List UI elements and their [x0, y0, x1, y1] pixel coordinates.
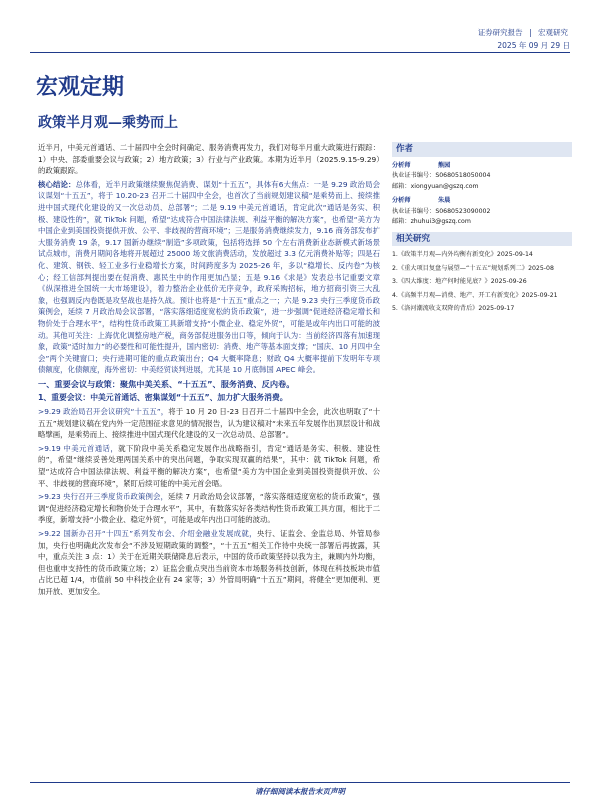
subsection-heading: 1、重要会议：中美元首通话、密集谋划“十五五”、加力扩大服务消费。: [38, 393, 288, 403]
item-title: >9.22 国新办召开“十四五”系列发布会、介绍金融业发展成就，: [38, 529, 257, 538]
author-card: [392, 196, 572, 228]
list-item: [38, 406, 380, 441]
item-text: 央行、证监会、金监总局、外管局参加，央行也明确此次发布会“不涉及短期政策的调整”，“十五五”相关工作待中央统一部署后再披露，其中，重点关注 3 点：1）关于在近期关联储降息后表示，中国的货币政策坚持以我为主，兼顾内外均衡，但也重申支持性的货币政策立场；2）证监会重点突出当前资本市场服务科技创新，体现在科技板块市值占比已超 1/4，市值前 50 中科技企业有 24 家等；3）外管局明确“十五五”期间，将健全“更加便利、更加开放、更加安全。: [38, 529, 380, 596]
related-reports: [392, 250, 572, 315]
related-report[interactable]: 5.《洛河潮流收支双降的背后》2025-09-17: [392, 305, 515, 312]
author-role: 分析师: [392, 161, 411, 169]
email-label: 邮箱：: [392, 182, 411, 190]
list-item: [38, 491, 380, 526]
page-title: 政策半月观—乘势而上: [38, 115, 178, 131]
author-email[interactable]: zhuhui3@gszq.com: [410, 218, 471, 225]
license-number: S0680518050004: [435, 172, 491, 179]
item-text: 将于 10 月 20 日-23 日召开二十届四中全会，此次也明取了“十五五”规划建议稿在党内外一定范围征求意见的情况报告，认为建议稿对“未来五年发展作出顶层设计和战略擘画，是乘势而上、接续推进中国式现代化建设的又一次总动员、总部署”。: [38, 407, 380, 440]
brand-title: 宏观定期: [36, 74, 125, 100]
authors-heading: 作者: [392, 142, 572, 157]
report-date: 2025 年 09 月 29 日: [497, 41, 570, 50]
license-number: S0680523090002: [435, 207, 491, 215]
item-text: 延续 7 月政治局会议部署，“落实落细适度宽松的货币政策”，强调“促进经济稳定增长和物价处于合理水平”，其中，有数落实好各类结构性货币政策工具方面，相比于二季度，新增支持“小微企业、稳定外贸”，可能是或年内出口可能的波动。: [38, 492, 380, 525]
license-label: 执业证书编号：: [392, 207, 436, 215]
core-conclusion: [38, 179, 380, 376]
related-heading: 相关研究: [392, 232, 572, 247]
header-rule: [30, 52, 570, 53]
report-type: 证券研究报告: [477, 28, 523, 37]
author-name: 朱晨: [438, 197, 451, 204]
section-heading: 一、重要会议与政策：聚焦中美关系、“十五五”、服务消费、反内卷。: [38, 378, 295, 389]
list-item: [38, 443, 380, 489]
footer-rule: [30, 782, 570, 783]
report-category: 宏观研究: [538, 28, 568, 37]
author-role: 分析师: [392, 197, 411, 204]
related-report[interactable]: 4.《高频半月观—消费、地产、开工有新变化》2025-09-21: [392, 291, 558, 299]
header-separator: |: [529, 28, 532, 37]
item-title: >9.23 央行召开三季度货币政策例会，: [38, 492, 168, 502]
item-text: 就下阶段中美关系稳定发展作出战略指引，肯定“通话是务实、积极、建设性的”，希望“继续妥善处理两国关系中的突出问题，争取实现双赢的结果”，其中：就 TikTok 问题，希望“达成符合中国法律法规、利益平衡的解决方案”，也希望“美方为中国企业到美国投资提供开放、公平、非歧视的营商环境”，紧盯后续可能的中美元首会晤。: [38, 443, 380, 488]
item-title: >9.29 政治局召开会议研究“十五五”，: [38, 407, 169, 417]
list-item: [38, 528, 380, 598]
intro-paragraph: 近半月，中美元首通话、二十届四中全会时间确定、服务消费再发力，我们对每半月重大政策进行跟踪：1）中央、部委重要会议与政策；2）地方政策；3）行业与产业政策。本期为近半月（2025.9.15-9.29）的政策跟踪。: [38, 143, 380, 176]
core-text: 总体看，近半月政策继续聚焦促消费、谋划“十五五”，具体有6大焦点：一是 9.29 政治局会议谋划“十五五”，将于 10.20-23 召开二十届四中全会，也首次了当前规划建议稿“是乘势而上、接续推进中国式现代化建设的又一次总动员、总部署”；二是 9.19 中美元首通话，肯定此次“通话是务实、积极、建设性的”，就 TikTok 问题，希望“达成符合中国法律法规、利益平衡的解决方案”，也希望“美方为中国企业到美国投资提供开放、公平、非歧视的营商环境”；三是服务消费继续发力，9.16 商务部发布扩大服务消费 19 条，9.17 国新办继续“制造”多项政策，包括将选择 50 个左右消费新业态新模式新场景试点城市，消费月期间各地将开展超过 25000 场文旅消费活动，发放超过 3.3 亿元消费补贴等；四是石化、建筑、钢铁、轻工业多行业稳增长方案，时间跨度多为 2025-26 年，多以“稳增长、反内卷”为核心；经工信部判提出要在促消费、惠民生中的作用更加凸显；五是 9.16《求是》发表总书记重要文章《纵深推进全国统一大市场建设》，着力整治企业低价无序竞争，政府采购招标，地方招商引资三大乱象，也强调反内卷既是攻坚战也是持久战。预计也将是“十五五”重点之一；六是 9.23 央行三季度货币政策例会，延续 7 月政治局会议部署，“落实落细适度宽松的货币政策”，进一步强调“促进经济稳定增长和物价处于合理水平”，结构性货币政策工具新增支持“小微企业、稳定外贸”，可能是或年内出口可能的波动。其他可关注：上海优化调整房地产税，商务部促进服务出口等，倾向于认为：当前经济四落有加速现象，政策“适时加力”的必要性和可能性提升，国内密切：消费、地产等基本面支撑；“国庆、10 月四中全会”两个关键窗口；央行进期可能的重点政策出台；Q4 大概率降息；财政 Q4 大概率提前下发明年专项债额度，化债额度，海外密切：中美经贸谈判进展，尤其是 10 月底韩国 APEC 峰会。: [38, 179, 380, 375]
report-header: [476, 26, 570, 52]
author-card: [392, 161, 572, 193]
related-report[interactable]: 2.《重大项目复盘与展望—“十五五”规划系列二》2025-08: [392, 264, 554, 272]
license-label: 执业证书编号：: [392, 172, 436, 179]
footer-disclaimer: 请仔细阅读本报告末页声明: [255, 787, 345, 796]
related-report[interactable]: 1.《政策半月观—内外均衡有新变化》2025-09-14: [392, 251, 533, 258]
sidebar: [392, 142, 572, 318]
email-label: 邮箱：: [392, 218, 411, 225]
author-name: 熊园: [438, 161, 451, 169]
core-label: 核心结论：: [38, 179, 76, 189]
item-title: >9.19 中美元首通话，: [38, 443, 119, 453]
main-content: [38, 142, 380, 767]
author-email[interactable]: xiongyuan@gszq.com: [410, 182, 479, 190]
related-report[interactable]: 3.《四大维度：地产何时能见底？》2025-09-26: [392, 278, 527, 285]
